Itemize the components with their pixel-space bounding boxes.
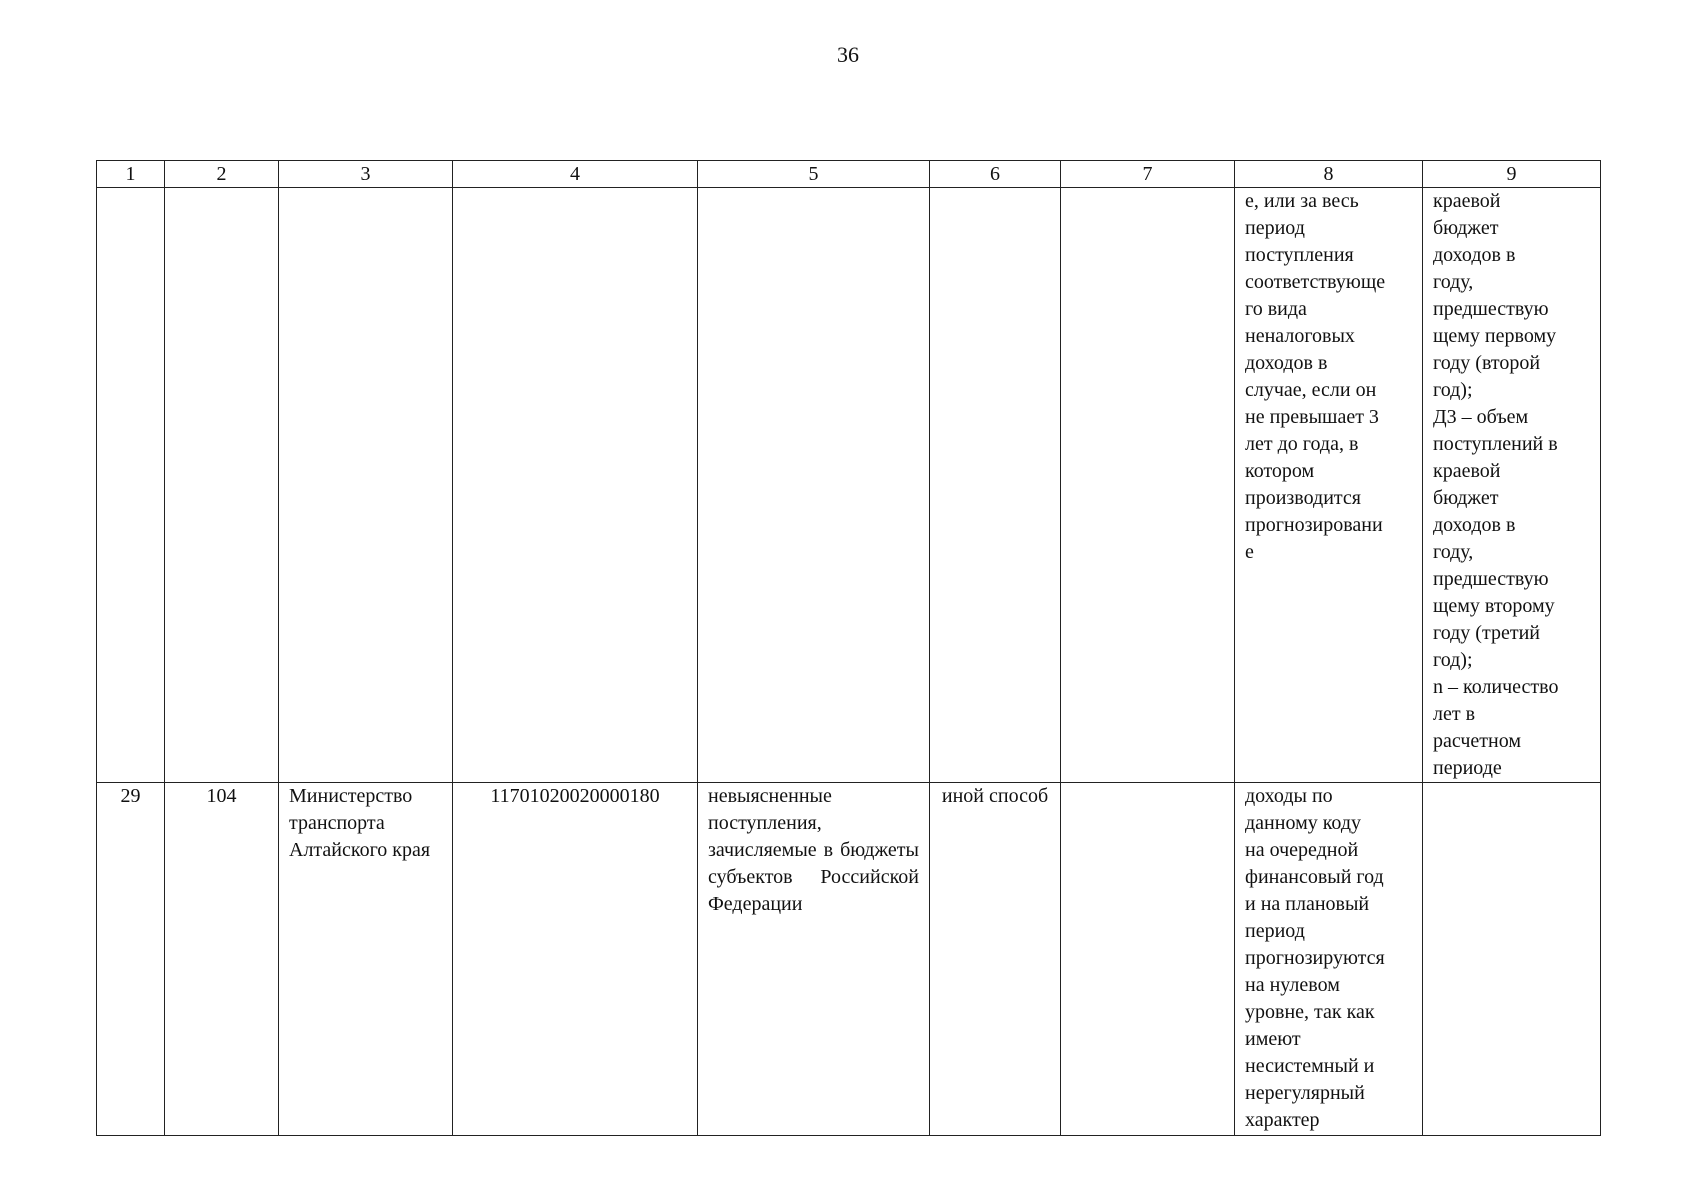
column-number: 8 <box>1235 161 1423 188</box>
cell-row-number <box>97 188 165 783</box>
column-number: 5 <box>698 161 930 188</box>
column-number-row <box>97 161 1601 188</box>
cell-revenue-code: 11701020020000180 <box>453 783 698 1136</box>
revenue-table <box>96 160 1601 1136</box>
page-number: 36 <box>837 42 859 67</box>
cell-description <box>1423 783 1601 1136</box>
column-number: 7 <box>1061 161 1235 188</box>
cell-row-number: 29 <box>97 783 165 1136</box>
cell-algorithm: доходы по данному коду на очередной финансовый год и на плановый период прогнозируются на нулевом уровне, так как имеют несистемный и нерегулярный характер <box>1235 783 1423 1136</box>
cell-admin-name <box>279 188 453 783</box>
cell-admin-code <box>165 188 279 783</box>
cell-revenue-name: невыясненные поступления, зачисляемые в бюджеты субъектов Российской Федерации <box>698 783 930 1136</box>
column-number: 6 <box>930 161 1061 188</box>
cell-method: иной способ <box>930 783 1061 1136</box>
cell-revenue-name <box>698 188 930 783</box>
cell-admin-code: 104 <box>165 783 279 1136</box>
cell-formula <box>1061 188 1235 783</box>
cell-algorithm: е, или за весь период поступления соответствующе го вида неналоговых доходов в случае, если он не превышает 3 лет до года, в котором производится прогнозировани е <box>1235 188 1423 783</box>
cell-description: краевой бюджет доходов в году, предшествую щему первому году (второй год); Д3 – объем поступлений в краевой бюджет доходов в году, предшествую щему второму году (третий год); n – количество лет в расчетном периоде <box>1423 188 1601 783</box>
table-row <box>97 783 1601 1136</box>
column-number: 4 <box>453 161 698 188</box>
cell-admin-name: Министерство транспорта Алтайского края <box>279 783 453 1136</box>
cell-formula <box>1061 783 1235 1136</box>
column-number: 1 <box>97 161 165 188</box>
cell-method <box>930 188 1061 783</box>
cell-revenue-code <box>453 188 698 783</box>
column-number: 9 <box>1423 161 1601 188</box>
table-row <box>97 188 1601 783</box>
column-number: 3 <box>279 161 453 188</box>
column-number: 2 <box>165 161 279 188</box>
